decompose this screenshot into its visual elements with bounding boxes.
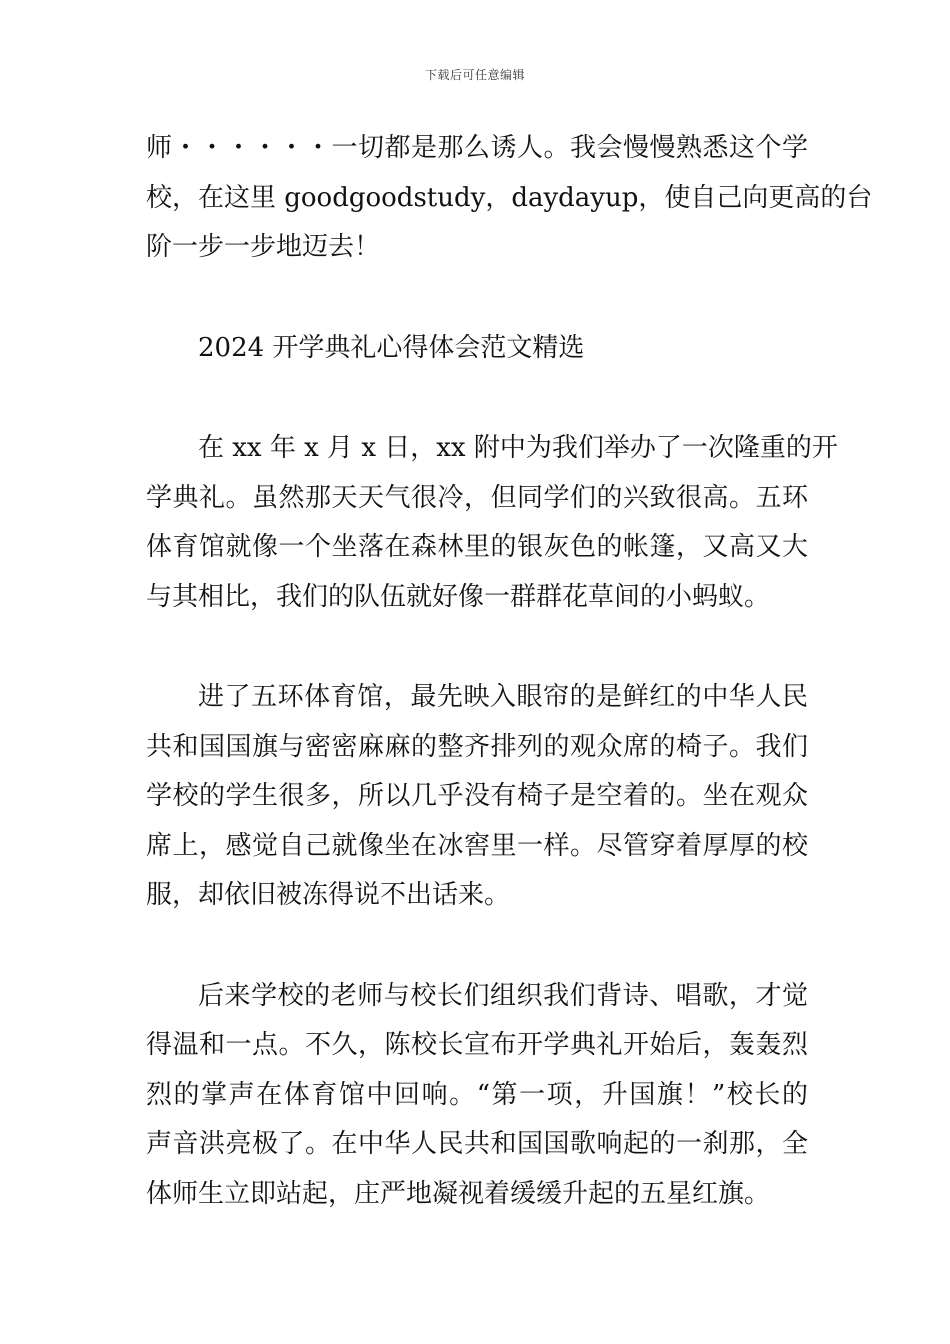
paragraph-gap <box>146 622 808 673</box>
paragraph-2 <box>146 673 808 921</box>
paragraph-3 <box>146 972 808 1220</box>
text-line: 学校的学生很多，所以几乎没有椅子是空着的。坐在观众 <box>146 781 808 811</box>
text-line: 得温和一点。不久，陈校长宣布开学典礼开始后，轰轰烈 <box>146 1030 808 1060</box>
text-line: 服，却依旧被冻得说不出话来。 <box>146 880 511 910</box>
page-header: 下载后可任意编辑 <box>424 68 525 82</box>
paragraph-gap <box>146 273 808 324</box>
text-line: 校，在这里 goodgoodstudy，daydayup，使自己向更高的台 <box>146 182 873 213</box>
text-line: 师・・・・・・一切都是那么诱人。我会慢慢熟悉这个学 <box>146 133 808 163</box>
paragraph-gap <box>146 921 808 972</box>
text-line: 席上，感觉自己就像坐在冰窖里一样。尽管穿着厚厚的校 <box>146 830 808 861</box>
text-line: 共和国国旗与密密麻麻的整齐排列的观众席的椅子。我们 <box>146 731 808 762</box>
text-line: 进了五环体育馆，最先映入眼帘的是鲜红的中华人民 <box>198 682 808 712</box>
text-line: 与其相比，我们的队伍就好像一群群花草间的小蚂蚁。 <box>146 581 771 612</box>
paragraph-1 <box>146 424 838 622</box>
text-line: 体育馆就像一个坐落在森林里的银灰色的帐篷，又高又大 <box>146 532 808 562</box>
text-line: 烈的掌声在体育馆中回响。“第一项，升国旗！”校长的 <box>146 1079 808 1110</box>
paragraph-gap <box>146 373 808 424</box>
section-title: 2024 开学典礼心得体会范文精选 <box>198 332 585 363</box>
text-line: 声音洪亮极了。在中华人民共和国国歌响起的一刹那，全 <box>146 1129 808 1159</box>
text-line: 学典礼。虽然那天天气很冷，但同学们的兴致很高。五环 <box>146 482 808 513</box>
text-line: 后来学校的老师与校长们组织我们背诗、唱歌，才觉 <box>198 980 808 1011</box>
text-line: 在 xx 年 x 月 x 日，xx 附中为我们举办了一次隆重的开 <box>198 433 838 463</box>
text-line: 体师生立即站起，庄严地凝视着缓缓升起的五星红旗。 <box>146 1178 771 1209</box>
paragraph-continuation <box>146 124 873 273</box>
text-line: 阶一步一步地迈去！ <box>146 232 381 262</box>
document-body <box>146 124 873 1219</box>
